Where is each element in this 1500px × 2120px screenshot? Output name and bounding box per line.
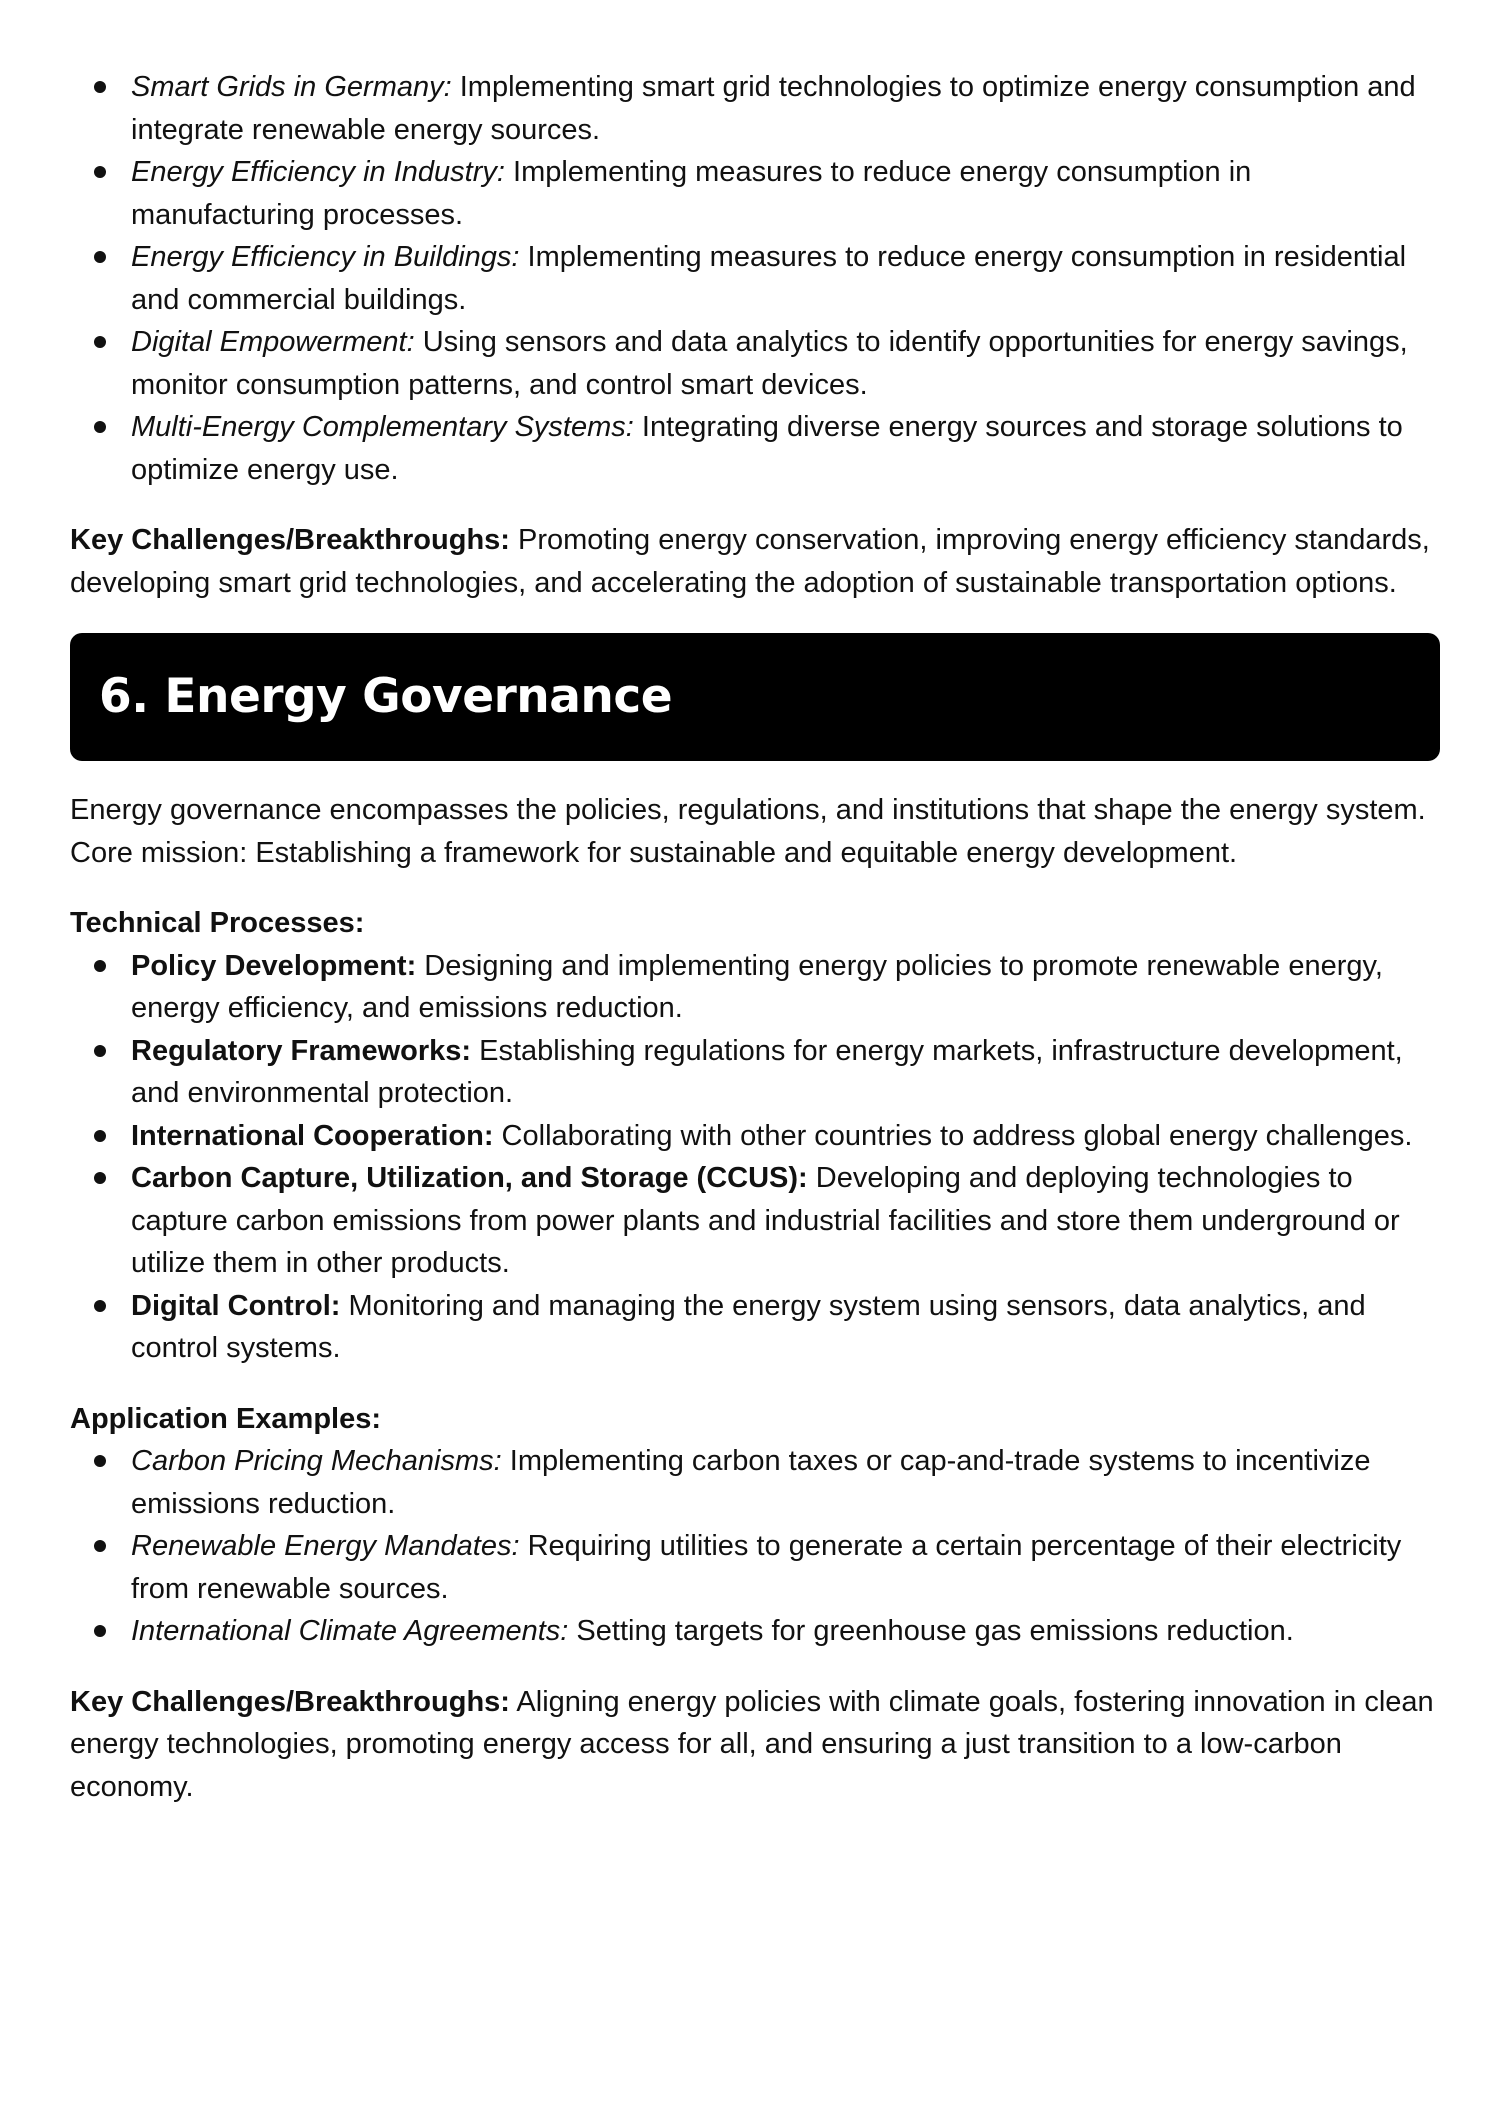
section-intro-paragraph: Energy governance encompasses the policies, regulations, and institutions that shape the energy system. Core mission: Establishing a framework for sustainable and equitable energy development.: [70, 794, 1426, 869]
list-item: [131, 321, 1440, 406]
key-challenges-paragraph: [70, 1681, 1440, 1809]
application-examples-list: [70, 1440, 1440, 1653]
key-challenges-text: Aligning energy policies with climate goals, fostering innovation in clean energy technologies, promoting energy access for all, and ensuring a just transition to a low-carbon economy.: [70, 1685, 1434, 1803]
list-item-term: Renewable Energy Mandates:: [131, 1530, 520, 1562]
list-item-term: Energy Efficiency in Buildings:: [131, 241, 520, 273]
list-item-description: Using sensors and data analytics to identify opportunities for energy savings, monitor consumption patterns, and control smart devices.: [131, 326, 1408, 401]
list-item-term: International Climate Agreements:: [131, 1615, 569, 1647]
document-page: [70, 66, 1440, 1808]
list-item-description: Implementing smart grid technologies to optimize energy consumption and integrate renewable energy sources.: [131, 71, 1416, 146]
application-examples-heading: Application Examples:: [70, 1402, 382, 1435]
key-challenges-label: Key Challenges/Breakthroughs:: [70, 1685, 510, 1718]
list-item-description: Implementing carbon taxes or cap-and-trade systems to incentivize emissions reduction.: [131, 1445, 1371, 1520]
list-item: [131, 151, 1440, 236]
list-item-term: Energy Efficiency in Industry:: [131, 156, 505, 188]
list-item: [131, 236, 1440, 321]
list-item: [131, 1030, 1440, 1115]
list-item: [131, 406, 1440, 491]
key-challenges-text: Promoting energy conservation, improving energy efficiency standards, developing smart grid technologies, and accelerating the adoption of sustainable transportation options.: [70, 524, 1430, 599]
section-title: 6. Energy Governance: [99, 669, 673, 724]
list-item-description: Implementing measures to reduce energy consumption in manufacturing processes.: [131, 156, 1252, 231]
list-item-term: Digital Control:: [131, 1289, 341, 1322]
list-item-term: Regulatory Frameworks:: [131, 1034, 472, 1067]
key-challenges-paragraph: [70, 519, 1440, 604]
list-item: [131, 1610, 1440, 1653]
list-item-description: Implementing measures to reduce energy consumption in residential and commercial buildings.: [131, 241, 1407, 316]
list-item-term: Carbon Pricing Mechanisms:: [131, 1445, 502, 1477]
list-item-description: Integrating diverse energy sources and storage solutions to optimize energy use.: [131, 411, 1403, 486]
list-item-term: International Cooperation:: [131, 1119, 494, 1152]
technical-processes-list: [70, 945, 1440, 1370]
list-item: [131, 1115, 1440, 1158]
list-item: [131, 1525, 1440, 1610]
list-item-term: Smart Grids in Germany:: [131, 71, 452, 103]
list-item-description: Setting targets for greenhouse gas emissions reduction.: [568, 1615, 1294, 1647]
list-item-term: Multi-Energy Complementary Systems:: [131, 411, 634, 443]
key-challenges-label: Key Challenges/Breakthroughs:: [70, 524, 510, 556]
list-item-description: Establishing regulations for energy markets, infrastructure development, and environmental protection.: [131, 1034, 1403, 1109]
list-item: [131, 1157, 1440, 1285]
list-item-description: Requiring utilities to generate a certain percentage of their electricity from renewable sources.: [131, 1530, 1402, 1605]
list-item: [131, 1285, 1440, 1370]
application-examples-list-continued: [70, 66, 1440, 491]
list-item-description: Collaborating with other countries to address global energy challenges.: [493, 1119, 1413, 1152]
list-item-term: Policy Development:: [131, 949, 417, 982]
list-item-description: Monitoring and managing the energy system using sensors, data analytics, and control systems.: [131, 1289, 1366, 1364]
list-item-term: Digital Empowerment:: [131, 326, 415, 358]
technical-processes-heading: Technical Processes:: [70, 907, 365, 939]
section-header-banner: [70, 633, 1440, 761]
list-item-description: Developing and deploying technologies to capture carbon emissions from power plants and industrial facilities and store them underground or utilize them in other products.: [131, 1162, 1400, 1279]
list-item: [131, 66, 1440, 151]
list-item-description: Designing and implementing energy policies to promote renewable energy, energy efficiency, and emissions reduction.: [131, 949, 1383, 1024]
list-item-term: Carbon Capture, Utilization, and Storage (CCUS):: [131, 1162, 808, 1194]
list-item: [131, 945, 1440, 1030]
list-item: [131, 1440, 1440, 1525]
